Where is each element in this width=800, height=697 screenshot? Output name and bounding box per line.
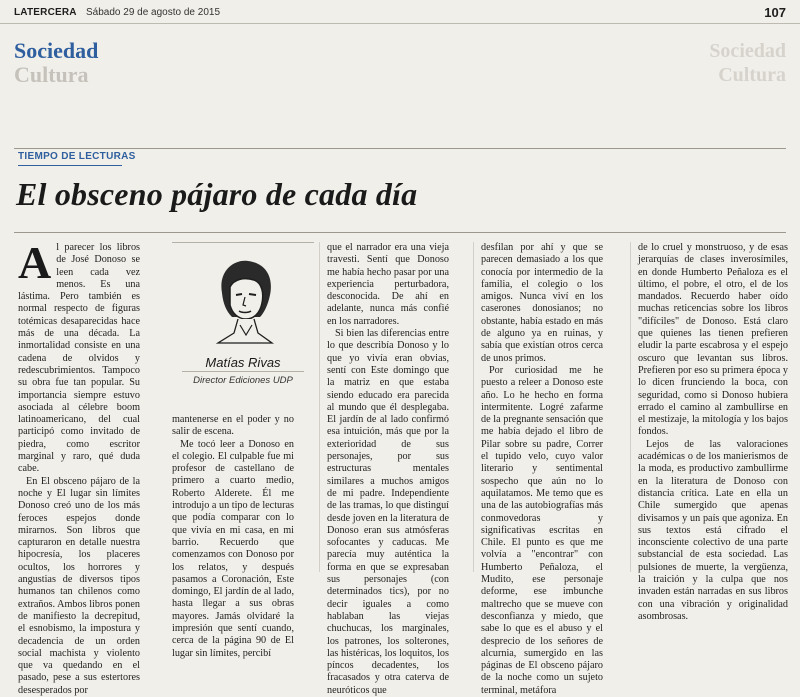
author-portrait: [204, 253, 286, 345]
paragraph: En El obsceno pájaro de la noche y El lugar sin límites Donoso creó uno de los más feroces espejos donde mirarnos. Son libros que capturaron en detalle nuestra hipocresía, los placeres ocultos, los horrores y angustias de diversos tipos humanos tan chilenos como extraños. Ambos libros ponen de manifiesto la decrepitud, el esnobismo, la impostura y decadencia de un orden social machista y violento que va quedando en el pasado, pese a sus estertores desesperados por: [18, 475, 140, 696]
newspaper-name: LATERCERA: [14, 7, 77, 18]
column-kicker: TIEMPO DE LECTURAS: [18, 151, 136, 162]
paragraph: Lejos de las valoraciones académicas o de los manierismos de la moda, es productivo zambullirme en la literatura de Donoso con distancia crítica. Late en ella un Chile sumergido que apenas divisamos y un país que agoniza. En sus textos está cifrado el inconsciente colectivo de una parte substancial de esta sociedad. Las pulsiones de muerte, la vergüenza, la traición y la culpa que nos invaden están narradas en sus libros con una vibración y originalidad asombrosas.: [638, 438, 788, 622]
article-column-2: [172, 414, 294, 659]
section-title: Sociedad: [14, 38, 99, 63]
section-title-ghost: Sociedad: [709, 40, 786, 62]
subsection-title: Cultura: [14, 62, 89, 87]
article-column-3: [327, 242, 449, 696]
headline-rule: [14, 232, 786, 233]
author-box: [172, 242, 314, 407]
drop-cap: A: [18, 237, 52, 288]
paragraph: mantenerse en el poder y no salir de escena.: [172, 414, 294, 438]
article-headline: El obsceno pájaro de cada día: [16, 176, 418, 212]
article-column-1: [18, 237, 140, 696]
column-divider: [630, 242, 631, 572]
column-divider: [473, 242, 474, 572]
author-name: Matías Rivas: [205, 355, 281, 370]
paragraph: Si bien las diferencias entre lo que describía Donoso y lo que yo vivía eran obvias, sentí con Este domingo que la matriz en que estaba siendo educado era parecida al mundo que él desplegaba. El jardín de al lado confirmó esa intuición, más que por la exterioridad de sus personajes, por sus estructuras mentales similares a muchos amigos de mi padre. Independiente de las tramas, lo que distinguí desde joven en la literatura de Donoso eran sus atmósferas sofocantes y caducas. Me parecía muy auténtica la forma en que se expresaban sus personajes (con determinados tics), por no decir iguales a como hablaban las viejas chuchucas, los marginales, los patrones, los solterones, las histéricas, los loquitos, los píncos decadentes, los fracasados y otra caterva de neuróticos que: [327, 328, 449, 696]
paragraph: Por curiosidad me he puesto a releer a Donoso este año. Lo he hecho en forma intermitente. Logré zafarme de la pregnante sensación que me había dejado el libro de Pilar sobre su padre, Correr el tupido velo, cuyo valor literario y sentimental sospecho que aún no lo aquilatamos. Me temo que es una de las autobiografías más conmovedoras y significativas escritas en Chile. El punto es que me volvía a "encontrar" con Humberto Peñaloza, el Mudito, ese personaje deforme, ese imbunche maltrecho que se mueve con desconfianza y miedo, que sabe lo que es el abuso y el desprecio de los señores de alcurnia, sumergido en las páginas de El obsceno pájaro de la noche como un sujeto terminal, metáfora: [481, 364, 603, 696]
page-number: 107: [764, 5, 786, 20]
article-column-5: [638, 242, 788, 622]
page-header: [0, 0, 800, 24]
article-column-4: [481, 242, 603, 696]
subsection-title-ghost: Cultura: [718, 64, 786, 86]
paragraph: de lo cruel y monstruoso, y de esas jerarquías de clases inverosímiles, en donde Humberto Peñaloza es el último, el pobre, el otro, el de los mandados. Recuerdo haber oído muchas reticencias sobre los libros "difíciles" de Donoso. Está claro que quienes las tienen prefieren eludir la parte escabrosa y el espejo oscuro que levantan sus libros. Prefieren por eso su primera época y lo dicen frunciendo la boca, con seguridad, como si Donoso hubiera errado el camino al zambullirse en el mestizaje, la mitología y los bajos fondos.: [638, 242, 788, 438]
paragraph: desfilan por ahí y que se parecen demasiado a los que conocía por intermedio de la familia, el colegio o los amigos. Nunca viví en los caserones donosianos; no obstante, había estado en más de alguno ya en ruinas, y sabía que existían otros cerca de unos primos.: [481, 242, 603, 364]
paragraph: Me tocó leer a Donoso en el colegio. El culpable fue mi profesor de castellano de primero a cuarto medio, Roberto Alderete. Él me introdujo a un tipo de lecturas que podía comparar con lo que vivía en mi casa, en mi barrio. Recuerdo que comenzamos con Donoso por los relatos, y después pasamos a Coronación, Este domingo, El jardín de al lado, hasta llegar a sus obras mayores. Jamás olvidaré la impresión que sentí cuando, cerca de la página 90 de El lugar sin límites, percibí: [172, 438, 294, 659]
author-rule: [182, 371, 304, 372]
column-divider: [319, 242, 320, 572]
top-rule: [14, 148, 786, 149]
kicker-underline: [18, 165, 122, 166]
paragraph: l parecer los libros de José Donoso se leen cada vez menos. Es una lástima. Pero también es normal respecto de figuras totémicas desaparecidas hace más de una década. La inmortalidad consiste en una cadena de olvidos y redescubrimientos. Tampoco su obra fue tan popular. Su importancia siempre estuvo asociada al célebre boom latinoamericano, del cual participó como invitado de piedra, como escritor marginal y raro, qué duda cabe.: [18, 242, 140, 475]
issue-date: Sábado 29 de agosto de 2015: [86, 7, 221, 18]
author-role: Director Ediciones UDP: [193, 375, 293, 386]
paragraph: que el narrador era una vieja travesti. Sentí que Donoso me había hecho pasar por una experiencia perturbadora, desconocida. De ahí en adelante, nunca más confié en los narradores.: [327, 242, 449, 327]
